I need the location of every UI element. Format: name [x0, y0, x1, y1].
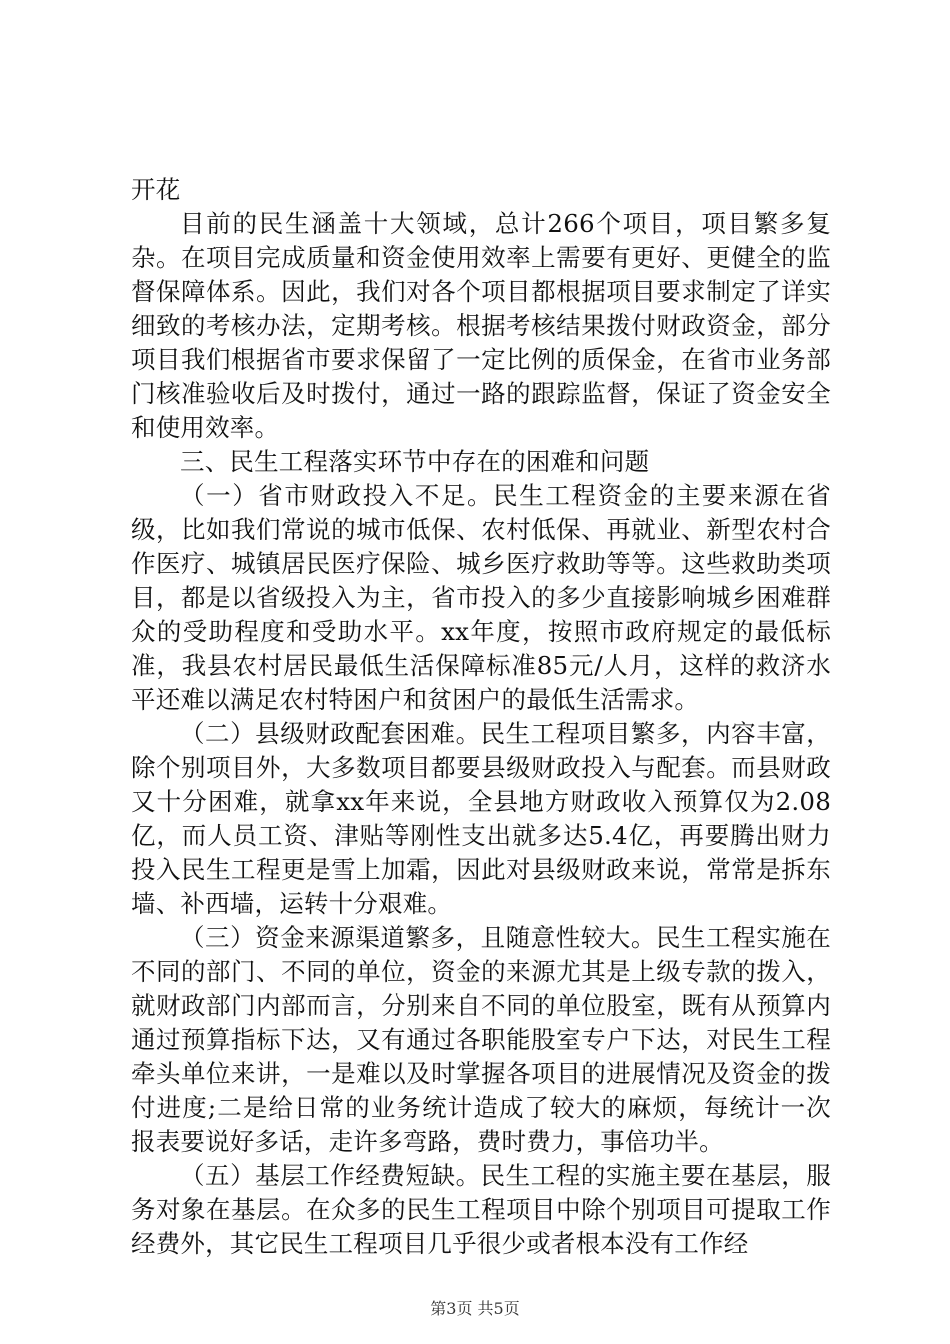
page-number-footer: 第3页 共5页	[430, 1299, 520, 1318]
paragraph-item-1: （一）省市财政投入不足。民生工程资金的主要来源在省级，比如我们常说的城市低保、农村低保、再就业、新型农村合作医疗、城镇居民医疗保险、城乡医疗救助等等。这些救助类项目，都是以省级投入为主，省市投入的多少直接影响城乡困难群众的受助程度和受助水平。xx年度，按照市政府规定的最低标准，我县农村居民最低生活保障标准85元/人月，这样的救济水平还难以满足农村特困户和贫困户的最低生活需求。	[131, 481, 831, 714]
document-body	[131, 173, 831, 1261]
paragraph-item-2: （二）县级财政配套困难。民生工程项目繁多，内容丰富，除个别项目外，大多数项目都要县级财政投入与配套。而县财政又十分困难，就拿xx年来说，全县地方财政收入预算仅为2.08亿，而人员工资、津贴等刚性支出就多达5.4亿，再要腾出财力投入民生工程更是雪上加霜，因此对县级财政来说，常常是拆东墙、补西墙，运转十分艰难。	[131, 719, 831, 918]
paragraph-item-5: （五）基层工作经费短缺。民生工程的实施主要在基层，服务对象在基层。在众多的民生工程项目中除个别项目可提取工作经费外，其它民生工程项目几乎很少或者根本没有工作经	[131, 1161, 831, 1258]
paragraph-continuation: 开花	[131, 175, 181, 204]
paragraph-supervision: 目前的民生涵盖十大领域，总计266个项目，项目繁多复杂。在项目完成质量和资金使用效率上需要有更好、更健全的监督保障体系。因此，我们对各个项目都根据项目要求制定了详实细致的考核办法，定期考核。根据考核结果拨付财政资金，部分项目我们根据省市要求保留了一定比例的质保金，在省市业务部门核准验收后及时拨付，通过一路的跟踪监督，保证了资金安全和使用效率。	[131, 209, 831, 442]
section-heading-problems: 三、民生工程落实环节中存在的困难和问题	[180, 447, 650, 476]
paragraph-item-3: （三）资金来源渠道繁多，且随意性较大。民生工程实施在不同的部门、不同的单位，资金的来源尤其是上级专款的拨入，就财政部门内部而言，分别来自不同的单位股室，既有从预算内通过预算指标下达，又有通过各职能股室专户下达，对民生工程牵头单位来讲，一是难以及时掌握各项目的进展情况及资金的拨付进度;二是给日常的业务统计造成了较大的麻烦，每统计一次报表要说好多话，走许多弯路，费时费力，事倍功半。	[131, 923, 831, 1156]
